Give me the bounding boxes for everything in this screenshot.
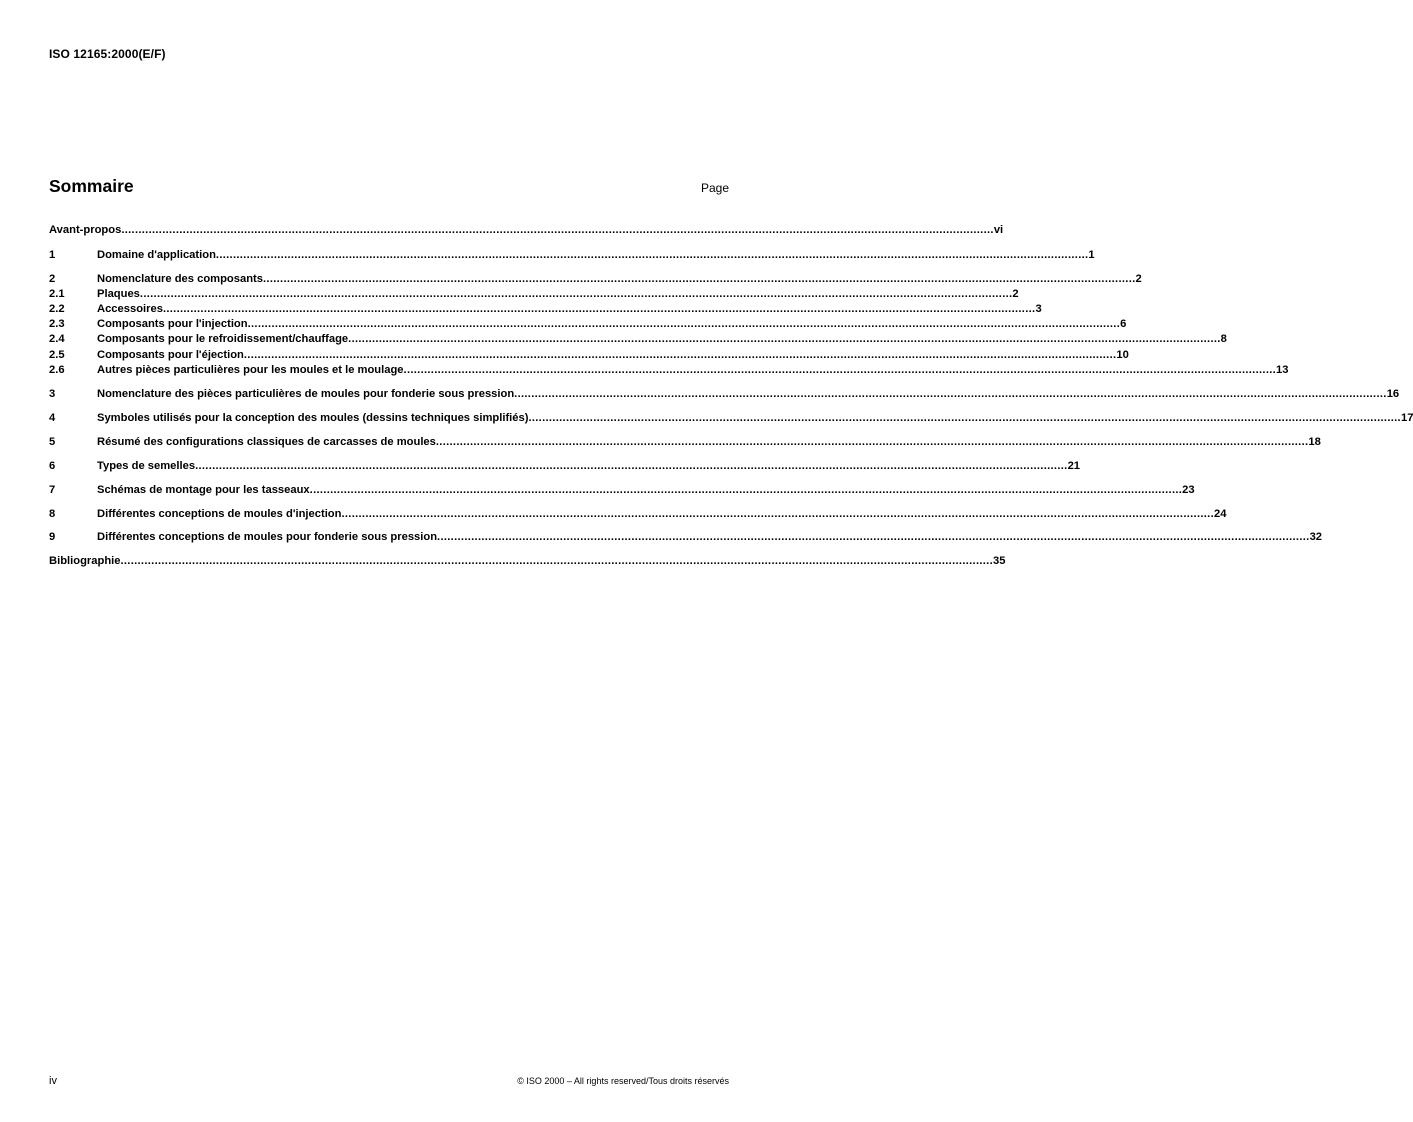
dot-leader [437,531,1310,544]
toc-entry-number: 9 [49,531,56,543]
toc-entry-page: 35 [993,555,1006,567]
dot-leader [248,318,1121,331]
toc-entry-number: 2.2 [49,303,65,315]
toc-entry-number: 5 [49,436,56,448]
toc-entry-6[interactable] [49,460,1081,473]
toc-entry-page: 24 [1214,508,1227,520]
toc-entry-2-4[interactable] [49,333,1227,346]
document-id: ISO 12165:2000(E/F) [49,47,166,61]
toc-entry-title: Différentes conceptions de moules pour fonderie sous pression [97,531,438,543]
toc-entry-title: Accessoires [97,303,163,315]
toc-entry-page: 8 [1220,333,1227,345]
toc-entry-number: 2.5 [49,349,65,361]
toc-entry-5[interactable] [49,436,1321,449]
toc-entry-title: Plaques [97,288,140,300]
toc-entry-title: Types de semelles [97,460,196,472]
dot-leader [528,412,1401,425]
toc-entry-8[interactable] [49,508,1227,521]
dot-leader [348,333,1221,346]
toc-entry-2-5[interactable] [49,349,1129,362]
dot-leader [310,484,1183,497]
toc-entry-title: Avant-propos [49,224,122,236]
toc-entry-2[interactable] [49,273,1142,286]
toc-entry-number: 7 [49,484,56,496]
toc-entry-title: Résumé des configurations classiques de carcasses de moules [97,436,436,448]
toc-entry-title: Symboles utilisés pour la conception des moules (dessins techniques simplifiés) [97,412,529,424]
toc-entry-4[interactable] [49,412,1413,425]
dot-leader [244,349,1117,362]
toc-entry-number: 4 [49,412,56,424]
toc-entry-number: 8 [49,508,56,520]
toc-entry-number: 1 [49,249,56,261]
toc-entry-number: 2.1 [49,288,65,300]
toc-entry-title: Bibliographie [49,555,121,567]
toc-entry-title: Nomenclature des pièces particulières de moules pour fonderie sous pression [97,388,515,400]
toc-entry-page: 21 [1067,460,1081,472]
dot-leader [514,388,1387,401]
toc-entry-page: 2 [1135,273,1142,285]
toc-entry-3[interactable] [49,388,1400,401]
toc-entry-title: Nomenclature des composants [97,273,263,285]
toc-entry-number: 6 [49,460,56,472]
toc-entry-page: 16 [1386,388,1400,400]
toc-entry-9[interactable] [49,531,1323,544]
toc-entry-title: Composants pour le refroidissement/chauffage [97,333,349,345]
dot-leader [140,288,1013,301]
toc-entry-2-1[interactable] [49,288,1019,301]
toc-entry-2-2[interactable] [49,303,1042,316]
toc-entry-1[interactable] [49,249,1095,262]
toc-entry-page: vi [993,224,1004,236]
toc-entry-2-6[interactable] [49,364,1289,377]
dot-leader [436,436,1309,449]
dot-leader [163,303,1036,316]
toc-entry-title: Domaine d'application [97,249,216,261]
toc-entry-page: 10 [1116,349,1129,361]
toc-entry-number: 3 [49,388,56,400]
dot-leader [216,249,1089,262]
toc-entry-number: 2.4 [49,333,65,345]
toc-entry-title: Différentes conceptions de moules d'injection [97,508,342,520]
page-column-label: Page [700,181,729,195]
dot-leader [341,508,1214,521]
copyright-notice: © ISO 2000 – All rights reserved/Tous droits réservés [517,1076,729,1086]
toc-entry-page: 3 [1035,303,1042,315]
toc-entry-page: 23 [1182,484,1195,496]
toc-entry-number: 2 [49,273,56,285]
toc-entry-title: Composants pour l'éjection [97,349,244,361]
dot-leader [121,224,994,237]
toc-entry-bibliography[interactable] [49,555,1006,568]
toc-entry-title: Autres pièces particulières pour les moules et le moulage [97,364,404,376]
toc-entry-page: 32 [1309,531,1323,543]
toc-entry-number: 2.3 [49,318,65,330]
toc-entry-page: 13 [1276,364,1289,376]
toc-entry-page: 18 [1308,436,1321,448]
dot-leader [120,555,993,568]
toc-title: Sommaire [49,176,134,196]
toc-entry-2-3[interactable] [49,318,1127,331]
toc-entry-page: 2 [1012,288,1019,300]
toc-entry-title: Composants pour l'injection [97,318,248,330]
toc-entry-foreword[interactable] [49,224,1004,237]
toc-entry-page: 1 [1088,249,1095,261]
toc-entry-7[interactable] [49,484,1195,497]
dot-leader [195,460,1068,473]
dot-leader [404,364,1277,377]
page-number: iv [49,1075,57,1087]
toc-entry-page: 17 [1400,412,1413,424]
dot-leader [263,273,1136,286]
toc-entry-page: 6 [1120,318,1127,330]
toc-entry-title: Schémas de montage pour les tasseaux [97,484,310,496]
toc-entry-number: 2.6 [49,364,65,376]
